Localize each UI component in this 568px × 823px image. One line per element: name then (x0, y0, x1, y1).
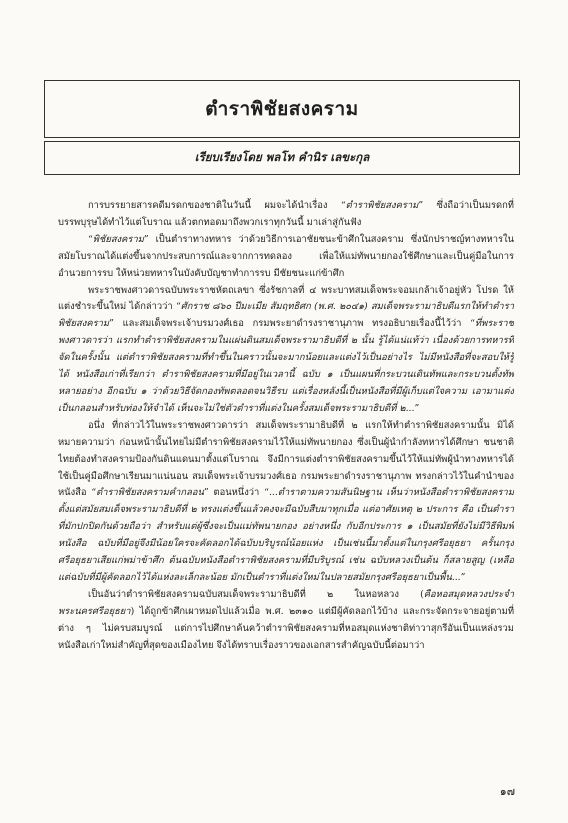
text-run: การบรรยายสารคดีมรดกของชาติในวันนี้ ผมจะได้นำเรื่อง “ (88, 200, 346, 211)
text-run: ” ซึ่งถือว่าเป็นมรดกที่บรรพบุรุษได้ทำไว้แต่โบราณ แล้วตกทอดมาถึงพวกเราทุกวันนี้ มาเล่าสู่กันฟัง (58, 200, 514, 228)
italic-run: ศักราช ๘๖๐ ปีมะเมีย สัมฤทธิศก (พ.ศ. ๒๐๔๑) สมเด็จพระรามาธิบดีแรกให้ทำตำราพิชัยสงคราม (58, 301, 514, 330)
italic-run: คือหอสมุดหลวงประจำพระนครศรีอยุธยา (58, 588, 514, 617)
italic-run: พิชัยสงคราม (92, 233, 144, 245)
text-run: ” (414, 402, 420, 414)
italic-run: ...ตำราตามความสันนิษฐาน เห็นว่าหนังสือตำราพิชัยสงครามตั้งแต่สมัยสมเด็จพระรามาธิบดีที่ ๒ ทรงแต่งขึ้นแล้วคงจะมีฉบับสืบมาทุกเมื่อ แต่อาศัยเหตุ ๒ ประการ คือ เป็นตำราที่มักปกปิดกันด้วยถือว่า สำหรับแต่ผู้ซึ่งจะเป็นแม่ทัพนายกอง อย่างหนึ่ง กับอีกประการ ๑ เป็นสมัยที่ยังไม่มีวิธีพิมพ์หนังสือ ฉบับที่มีอยู่จึงมีน้อยใครจะคัดลอกได้ฉบับบริบูรณ์น้อยแห่ง เป็นเช่นนี้มาตั้งแต่ในกรุงศรีอยุธยา ครั้นกรุงศรีอยุธยาเสียแก่พม่าข้าศึก ต้นฉบับหนังสือตำราพิชัยสงครามที่มีบริบูรณ์ เช่น ฉบับหลวงเป็นต้น ก็สลายสูญ (เหลือแต่ฉบับที่มีผู้คัดลอกไว้ได้แห่งละเล็กละน้อย มักเป็นตำราที่แต่งใหม่ในปลายสมัยกรุงศรีอยุธยาเป็นพื้น... (58, 487, 514, 583)
text-run: พระราชพงศาวดารฉบับพระราชหัตถเลขา ซึ่งรัชกาลที่ ๔ พระบาทสมเด็จพระจอมเกล้าเจ้าอยู่หัว โปรด ให้แต่งชำระขึ้นใหม่ ได้กล่าวว่า “ (58, 284, 514, 313)
author-byline: เรียบเรียงโดย พลโท คำนิร เลขะกุล (194, 150, 370, 164)
body-text (58, 198, 514, 773)
page-title: ตำราพิชัยสงคราม (205, 98, 359, 120)
text-run: ” ตอนหนึ่งว่า “ (203, 487, 269, 499)
paragraph (58, 198, 514, 232)
italic-run: ตำราพิชัยสงคราม (345, 200, 419, 211)
text-run: ” (460, 571, 466, 583)
text-run: ) ได้ถูกข้าศึกเผาหมดไปแล้วเมื่อ พ.ศ. ๒๓๑๐ แต่มีผู้คัดลอกไว้บ้าง และกระจัดกระจายอยู่ตามที่ต่าง ๆ ไม่ครบสมบูรณ์ แต่การไปศึกษาค้นคว้าตำราพิชัยสงครามที่หอสมุดแห่งชาติท่าวาสุกรีอันเป็นแหล่งรวมหนังสือเก่าใหม่สำคัญที่สุดของเมืองไทย จึงได้ทราบเรื่องราวของเอกสารสำคัญฉบับนี้ต่อมาว่า (58, 605, 514, 651)
text-run: ” เป็นตำราทางทหาร ว่าด้วยวิธีการเอาชัยชนะข้าศึกในสงคราม ซึ่งนักปราชญ์ทางทหารในสมัยโบราณได้แต่งขึ้นจากประสบการณ์และจากการทดลอง เพื่อให้แม่ทัพนายกองใช้ศึกษาและเป็นคู่มือในการอำนวยการรบ ให้หน่วยทหารในบังคับบัญชาทำการรบ มีชัยชนะแก่ข้าศึก (58, 233, 514, 279)
paragraph (58, 587, 514, 655)
title-frame (44, 80, 520, 138)
byline-frame (44, 141, 520, 175)
text-run: ” และสมเด็จพระเจ้าบรมวงศ์เธอ กรมพระยาดำรงราชานุภาพ ทรงอธิบายเรื่องนี้ไว้ว่า “ (109, 318, 475, 330)
page-number: ๑๗ (499, 785, 515, 798)
text-run: เป็นอันว่าตำราพิชัยสงครามฉบับสมเด็จพระรามาธิบดีที่ ๒ ในหอหลวง ( (88, 588, 424, 600)
paragraph (58, 232, 514, 283)
paragraph (58, 418, 514, 587)
italic-run: ตำราพิชัยสงครามคำกลอน (96, 487, 204, 499)
text-run: “ (88, 233, 93, 245)
text-run: อนึ่ง ที่กล่าวไว้ในพระราชพงศาวดารว่า สมเด็จพระรามาธิบดีที่ ๒ แรกให้ทำตำราพิชัยสงครามนั้น มิได้หมายความว่า ก่อนหน้านั้นไทยไม่มีตำราพิชัยสงครามไว้ให้แม่ทัพนายกอง ซึ่งเป็นผู้นำกำลังทหารได้ศึกษา ชนชาติไทยต้องทำสงครามป้องกันดินแดนมาตั้งแต่โบราณ จึงมีการแต่งตำราพิชัยสงครามขึ้นไว้ให้แม่ทัพผู้นำทางทหารได้ใช้เป็นคู่มือศึกษาเรียนมาแน่นอน สมเด็จพระเจ้าบรมวงศ์เธอ กรมพระยาดำรงราชานุภาพ ทรงกล่าวไว้ในคำนำของหนังสือ “ (58, 419, 514, 499)
paragraph (58, 283, 514, 418)
italic-run: ที่พระราชพงศาวดารว่า แรกทำตำราพิชัยสงครามในแผ่นดินสมเด็จพระรามาธิบดีที่ ๒ นั้น รู้ได้แน่แท้ว่า เนื่องด้วยการทหารที่จัดในครั้งนั้น แต่ตำราพิชัยสงครามที่ทำขึ้นในคราวนั้นจะมากน้อยและแต่งไว้เป็นอย่างไร ไม่มีหนังสือที่จะสอบให้รู้ได้ หนังสือเก่าที่เรียกว่า ตำราพิชัยสงครามที่มีอยู่ในเวลานี้ ฉบับ ๑ เป็นแผนที่กระบวนเดินทัพและกระบวนตั้งทัพหลายอย่าง อีกฉบับ ๑ ว่าด้วยวิธีจัดกองทัพตลอดจนวิธีรบ แต่เรื่องหลังนี้เป็นหนังสือที่มีผู้เก็บแต่ใจความ เอามาแต่งเป็นกลอนสำหรับท่องให้จำได้ เห็นจะไม่ใช่ตัวตำราที่แต่งในครั้งสมเด็จพระรามาธิบดีที่ ๒... (58, 318, 514, 414)
